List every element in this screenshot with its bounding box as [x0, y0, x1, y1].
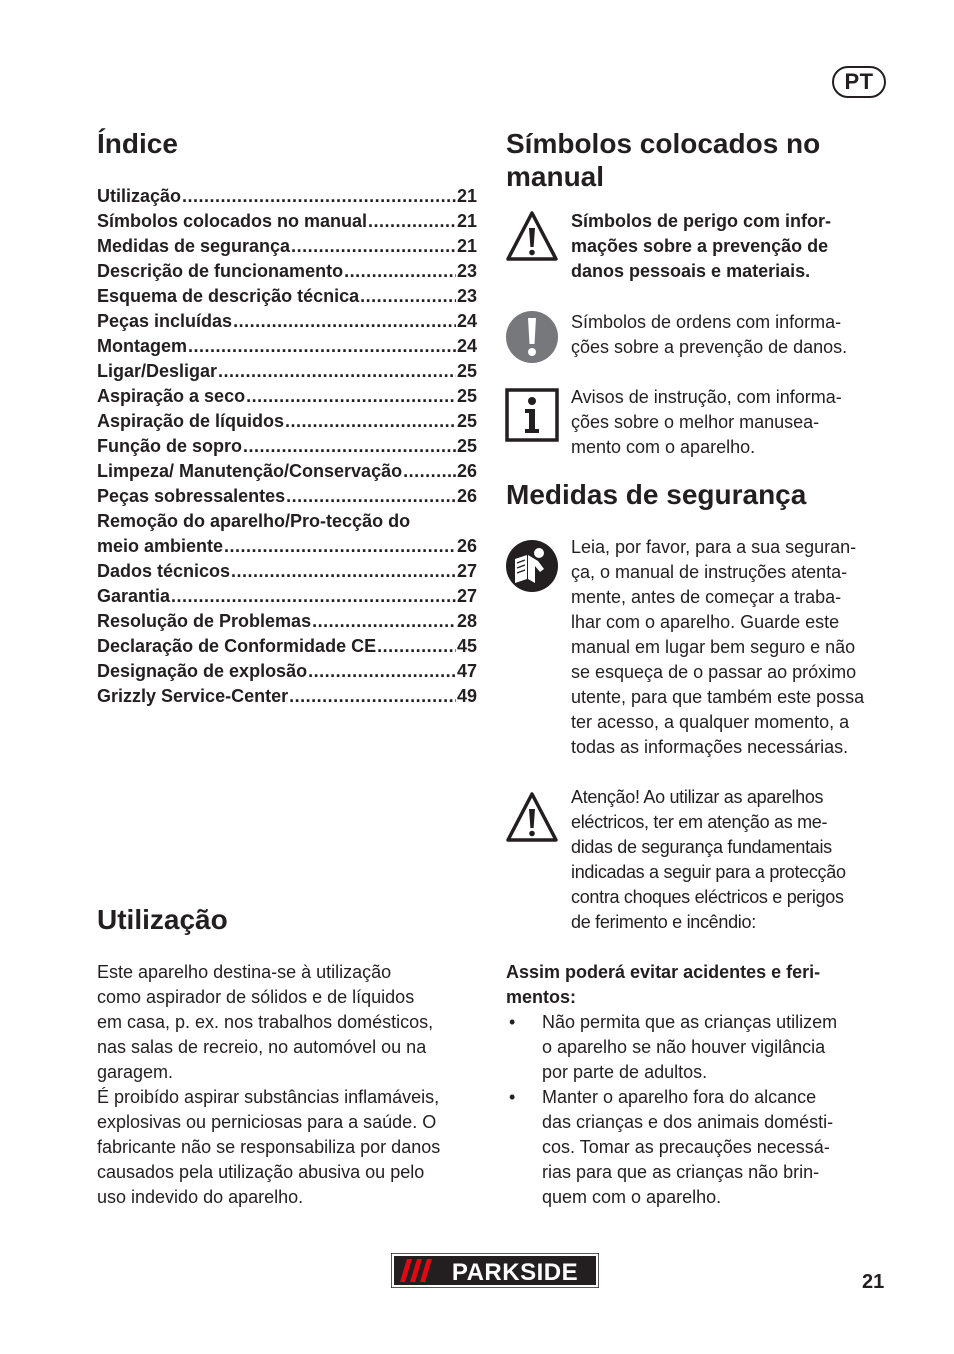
toc-entry[interactable] [97, 409, 477, 434]
toc-leader-dots [218, 359, 456, 384]
toc-entry[interactable] [97, 209, 477, 234]
language-badge: PT [832, 66, 886, 98]
toc-entry-page: 21 [456, 211, 477, 231]
toc-leader-dots [171, 584, 456, 609]
toc-entry[interactable] [97, 284, 477, 309]
toc-entry-label: Peças incluídas [97, 311, 233, 331]
index-title: Índice [97, 128, 178, 159]
read-manual-line: Leia, por favor, para a sua seguran- [571, 537, 857, 557]
toc-leader-dots [286, 484, 456, 509]
toc-entry-label: Designação de explosão [97, 661, 308, 681]
toc-entry[interactable] [97, 484, 477, 509]
toc-entry-label: Limpeza/ Manutenção/Conservação [97, 461, 403, 481]
bullet-line: das crianças e dos animais domésti- [542, 1112, 834, 1132]
toc-leader-dots [231, 559, 456, 584]
utilizacao-line: É proibído aspirar substâncias inflamáveis, [97, 1087, 440, 1107]
toc-entry-page: 47 [456, 661, 477, 681]
toc-entry[interactable] [97, 659, 477, 684]
bullet-line: por parte de adultos. [542, 1062, 708, 1082]
toc-entry[interactable] [97, 309, 477, 334]
symbol-info-text [571, 385, 893, 460]
utilizacao-line: nas salas de recreio, no automóvel ou na [97, 1037, 427, 1057]
symbol-info [505, 385, 895, 465]
toc-entry-page: ..26 [446, 461, 477, 481]
toc-leader-dots [344, 259, 456, 284]
toc-entry-page: 27 [456, 561, 477, 581]
read-manual-line: mente, antes de começar a traba- [571, 587, 842, 607]
toc-entry[interactable] [97, 384, 477, 409]
toc-entry-page: 26 [456, 536, 477, 556]
symbol-text-line: mento com o aparelho. [571, 437, 756, 457]
toc-entry-label: Símbolos colocados no manual [97, 211, 368, 231]
table-of-contents [97, 184, 477, 709]
warning-triangle-icon [505, 790, 559, 844]
read-manual-line: todas as informações necessárias. [571, 737, 849, 757]
attention-line: eléctricos, ter em atenção as me- [571, 812, 828, 832]
toc-entry[interactable] [97, 684, 477, 709]
safety-bullets [506, 1010, 896, 1210]
toc-entry-label: Esquema de descrição técnica [97, 286, 360, 306]
toc-entry-page: 23 [456, 286, 477, 306]
toc-entry[interactable] [97, 259, 477, 284]
parkside-logo [391, 1253, 599, 1288]
avoid-heading-line: mentos: [506, 987, 577, 1007]
toc-entry-label: Remoção do aparelho/Pro-tecção do [97, 511, 411, 531]
toc-entry-label: Garantia [97, 586, 171, 606]
toc-entry[interactable] [97, 609, 477, 634]
symbols-title [506, 127, 820, 193]
toc-entry-label: Grizzly Service-Center [97, 686, 289, 706]
toc-entry[interactable] [97, 584, 477, 609]
symbol-danger [505, 209, 895, 289]
toc-leader-dots [246, 384, 456, 409]
bullet-line: quem com o aparelho. [542, 1187, 722, 1207]
toc-leader-dots [224, 534, 456, 559]
toc-entry-label: Ligar/Desligar [97, 361, 218, 381]
toc-entry-page: 26 [456, 486, 477, 506]
toc-entry[interactable] [97, 509, 477, 534]
toc-entry-page: 27 [456, 586, 477, 606]
toc-leader-dots [377, 634, 456, 659]
read-manual-line: ter acesso, a qualquer momento, a [571, 712, 850, 732]
read-manual-line: manual em lugar bem seguro e não [571, 637, 856, 657]
toc-leader-dots [403, 459, 446, 484]
symbol-text-line: danos pessoais e materiais. [571, 261, 811, 281]
symbol-danger-text [571, 209, 893, 284]
symbol-text-line: Avisos de instrução, com informa- [571, 387, 842, 407]
toc-leader-dots [308, 659, 456, 684]
bullet-line: • Manter o aparelho fora do alcance [542, 1087, 817, 1107]
toc-entry-label: Função de sopro [97, 436, 243, 456]
attention-block [505, 785, 895, 935]
utilizacao-line: em casa, p. ex. nos trabalhos domésticos, [97, 1012, 434, 1032]
toc-leader-dots [285, 409, 456, 434]
page-number: 21 [862, 1271, 885, 1293]
avoid-heading-line: Assim poderá evitar acidentes e feri- [506, 962, 821, 982]
attention-line: Atenção! Ao utilizar as aparelhos [571, 787, 824, 807]
read-manual-block [505, 535, 895, 765]
symbol-order-text [571, 310, 893, 360]
symbol-text-line: Símbolos de perigo com infor- [571, 211, 832, 231]
toc-entry[interactable] [97, 434, 477, 459]
list-item [506, 1085, 896, 1210]
symbol-text-line: Símbolos de ordens com informa- [571, 312, 842, 332]
toc-entry[interactable] [97, 559, 477, 584]
bullet-line: cos. Tomar as precauções necessá- [542, 1137, 830, 1157]
toc-leader-dots [243, 434, 456, 459]
symbol-text-line: ções sobre a prevenção de danos. [571, 337, 848, 357]
toc-leader-dots [188, 334, 456, 359]
toc-entry[interactable] [97, 359, 477, 384]
utilizacao-line: uso indevido do aparelho. [97, 1187, 304, 1207]
toc-entry-label: Aspiração a seco [97, 386, 246, 406]
utilizacao-line: causados pela utilização abusiva ou pelo [97, 1162, 425, 1182]
toc-entry-page: 24 [456, 311, 477, 331]
toc-entry-page: 25 [456, 411, 477, 431]
svg-text:PARKSIDE: PARKSIDE [451, 1259, 579, 1286]
toc-entry-label: Resolução de Problemas [97, 611, 312, 631]
bullet-line: rias para que as crianças não brin- [542, 1162, 820, 1182]
toc-leader-dots [182, 184, 456, 209]
toc-entry-label: Aspiração de líquidos [97, 411, 285, 431]
toc-entry[interactable] [97, 184, 477, 209]
attention-text [571, 785, 893, 935]
toc-leader-dots [289, 684, 456, 709]
safety-title: Medidas de segurança [506, 479, 807, 510]
utilizacao-body [97, 960, 487, 1210]
read-manual-line: se esqueça de o passar ao próximo [571, 662, 857, 682]
toc-entry-label: Medidas de segurança [97, 236, 291, 256]
toc-entry-page: 49 [456, 686, 477, 706]
read-manual-text [571, 535, 893, 760]
toc-entry-label: Peças sobressalentes [97, 486, 286, 506]
toc-entry-label: Dados técnicos [97, 561, 231, 581]
symbols-title-line-2: manual [506, 161, 605, 192]
list-item [506, 1010, 896, 1085]
read-manual-line: utente, para que também este possa [571, 687, 865, 707]
utilizacao-line: explosivas ou perniciosas para a saúde. O [97, 1112, 437, 1132]
toc-entry-page: 24 [456, 336, 477, 356]
bullet-line: • Não permita que as crianças utilizem [542, 1012, 838, 1032]
attention-line: indicadas a seguir para a protecção [571, 862, 846, 882]
toc-entry-page: 25 [456, 361, 477, 381]
toc-entry[interactable] [97, 234, 477, 259]
toc-entry[interactable] [97, 459, 477, 484]
toc-entry-page: 21 [456, 236, 477, 256]
toc-entry-page: 28 [456, 611, 477, 631]
toc-leader-dots [368, 209, 456, 234]
avoid-heading [506, 960, 896, 1010]
read-manual-line: ça, o manual de instruções atenta- [571, 562, 848, 582]
toc-entry-page: 23 [456, 261, 477, 281]
read-manual-icon [505, 539, 559, 593]
symbol-text-line: ções sobre o melhor manusea- [571, 412, 820, 432]
toc-leader-dots [291, 234, 456, 259]
warning-triangle-icon [505, 209, 559, 263]
toc-entry-page: 21 [456, 186, 477, 206]
attention-line: didas de segurança fundamentais [571, 837, 832, 857]
toc-leader-dots [360, 284, 456, 309]
attention-line: contra choques eléctricos e perigos [571, 887, 844, 907]
bullet-line: o aparelho se não houver vigilância [542, 1037, 826, 1057]
utilizacao-line: garagem. [97, 1062, 174, 1082]
toc-leader-dots [312, 609, 456, 634]
toc-entry[interactable] [97, 634, 477, 659]
toc-entry-page: 45 [456, 636, 477, 656]
symbols-title-line-1: Símbolos colocados no [506, 128, 821, 159]
toc-entry-page: 25 [456, 436, 477, 456]
exclamation-circle-icon [505, 310, 559, 364]
read-manual-line: lhar com o aparelho. Guarde este [571, 612, 840, 632]
toc-entry-label: meio ambiente [97, 536, 224, 556]
toc-entry-label: Declaração de Conformidade CE [97, 636, 377, 656]
toc-entry[interactable] [97, 334, 477, 359]
toc-leader-dots [233, 309, 456, 334]
symbol-text-line: mações sobre a prevenção de [571, 236, 829, 256]
toc-entry-page: 25 [456, 386, 477, 406]
toc-entry-label: Utilização [97, 186, 182, 206]
utilizacao-line: fabricante não se responsabiliza por danos [97, 1137, 441, 1157]
utilizacao-line: Este aparelho destina-se à utilização [97, 962, 392, 982]
utilizacao-title: Utilização [97, 904, 228, 935]
attention-line: de ferimento e incêndio: [571, 912, 756, 932]
info-box-icon [505, 388, 559, 442]
toc-entry-label: Descrição de funcionamento [97, 261, 344, 281]
utilizacao-line: como aspirador de sólidos e de líquidos [97, 987, 415, 1007]
toc-entry[interactable] [97, 534, 477, 559]
toc-entry-label: Montagem [97, 336, 187, 356]
symbol-order [505, 310, 895, 366]
